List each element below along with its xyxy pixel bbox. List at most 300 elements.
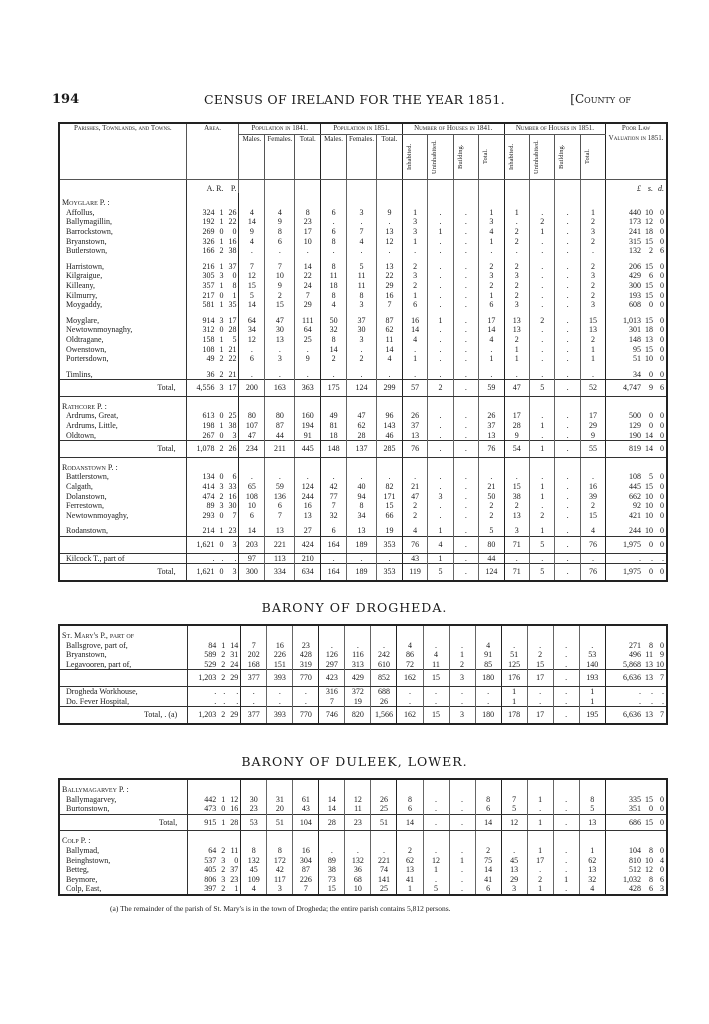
population-1841-cell: 30 xyxy=(265,325,295,335)
houses-1851-cell: 13 xyxy=(579,814,605,831)
population-1851-cell: 26 xyxy=(371,697,397,707)
area-cell: 914 3 17 xyxy=(186,316,239,326)
population-1851-cell: 46 xyxy=(377,431,403,441)
place-name: Rodanstown, xyxy=(66,526,108,536)
houses-1841-cell: . xyxy=(428,431,453,441)
valuation-cell: 496 11 9 xyxy=(605,650,667,660)
valuation-cell: 686 15 0 xyxy=(605,814,667,831)
houses-1841-cell: 5 xyxy=(423,884,449,895)
area-units: A. R. P. xyxy=(186,179,239,193)
houses-1841-cell: 1 xyxy=(479,354,505,364)
houses-1841-cell: . xyxy=(479,345,505,355)
houses-1841-cell: 1 xyxy=(423,865,449,875)
houses-1841-cell: . xyxy=(453,370,478,380)
valuation-cell: 300 15 0 xyxy=(606,281,667,291)
houses-1841-cell: 2 xyxy=(479,511,505,521)
houses-1851-cell: 76 xyxy=(580,537,605,554)
valuation-cell: 129 0 0 xyxy=(606,421,667,431)
population-1851-cell: 143 xyxy=(377,421,403,431)
population-1851-cell: . xyxy=(345,846,371,856)
population-1841-cell: . xyxy=(265,246,295,256)
table-row xyxy=(59,686,667,696)
houses-1841-cell: 4 xyxy=(428,537,453,554)
place-name: Affollus, xyxy=(66,207,95,217)
population-1851-cell: 124 xyxy=(347,380,377,397)
valuation-cell: 241 18 0 xyxy=(606,227,667,237)
population-1841-cell: . xyxy=(241,697,267,707)
houses-1841-cell: 14 xyxy=(479,325,505,335)
table-row xyxy=(59,650,667,660)
table-row xyxy=(59,345,667,355)
place-name: St. Mary's P., part of xyxy=(62,631,135,640)
houses-1841-cell: 1 xyxy=(402,291,428,301)
houses-1841-cell: 2 xyxy=(479,501,505,511)
population-1841-cell: 770 xyxy=(293,707,319,724)
houses-1841-cell: 15 xyxy=(423,707,449,724)
place-name: Portersdown, xyxy=(66,354,109,364)
houses-1851-cell: . xyxy=(530,431,555,441)
houses-1841-cell: . xyxy=(453,325,478,335)
population-1841-cell: 202 xyxy=(241,650,267,660)
houses-1851-cell: . xyxy=(530,345,555,355)
footnote: (a) The remainder of the parish of St. Mary's is in the town of Drogheda; the entire parish contains 5,812 persons. xyxy=(110,904,451,913)
place-name: Ferrestown, xyxy=(66,501,104,511)
population-1851-cell: . xyxy=(377,370,403,380)
houses-1841-cell: . xyxy=(479,246,505,256)
table-row xyxy=(59,335,667,345)
population-1841-cell: . xyxy=(239,246,265,256)
houses-1841-cell: . xyxy=(402,472,428,482)
houses-1851-cell: . xyxy=(553,686,579,696)
census-table-drogheda xyxy=(58,624,668,725)
houses-1851-cell: 2 xyxy=(504,237,529,247)
population-1841-cell: . xyxy=(265,345,295,355)
population-1841-cell: 53 xyxy=(241,814,267,831)
area-cell: . . . xyxy=(186,553,239,564)
houses-1841-cell: 5 xyxy=(428,564,453,581)
table-row xyxy=(59,795,667,805)
houses-1841-cell: 1 xyxy=(402,208,428,218)
table-row xyxy=(59,208,667,218)
population-1841-cell: 136 xyxy=(265,492,295,502)
population-1851-cell: 94 xyxy=(347,492,377,502)
houses-1851-cell: . xyxy=(555,370,580,380)
population-1841-cell: 7 xyxy=(241,641,267,651)
population-1851-cell: 40 xyxy=(347,482,377,492)
houses-1841-cell: 2 xyxy=(479,262,505,272)
houses-1841-cell: 3 xyxy=(449,707,475,724)
houses-1841-cell: . xyxy=(453,291,478,301)
houses-1841-cell: . xyxy=(449,795,475,805)
population-1841-cell: 12 xyxy=(239,271,265,281)
population-1851-cell: . xyxy=(319,641,345,651)
place-name: Beymore, xyxy=(66,874,98,884)
area-cell: 84 1 14 xyxy=(188,641,241,651)
valuation-units: £ s. d. xyxy=(606,179,667,193)
population-1841-cell: 22 xyxy=(295,271,321,281)
population-1841-cell: 132 xyxy=(241,856,267,866)
valuation-cell: 301 18 0 xyxy=(606,325,667,335)
valuation-cell: 608 0 0 xyxy=(606,300,667,310)
population-1851-cell: 353 xyxy=(377,537,403,554)
houses-1851-cell: . xyxy=(555,300,580,310)
houses-1841-cell: 162 xyxy=(397,707,423,724)
place-name: Total, xyxy=(59,441,186,458)
header-uninhabited: Uninhabited. xyxy=(431,139,439,174)
population-1851-cell: 15 xyxy=(377,501,403,511)
population-1851-cell: 47 xyxy=(347,411,377,421)
population-1841-cell: 16 xyxy=(295,501,321,511)
header-pop1841: Population in 1841. xyxy=(239,123,321,134)
houses-1851-cell: 15 xyxy=(504,482,529,492)
houses-1841-cell: . xyxy=(428,511,453,521)
area-cell: 581 1 35 xyxy=(186,300,239,310)
header-males: Males. xyxy=(239,134,265,179)
population-1851-cell: 8 xyxy=(321,237,347,247)
place-name: Newtownmoyaghy, xyxy=(66,510,129,520)
houses-1851-cell: 71 xyxy=(504,564,529,581)
population-1851-cell: 14 xyxy=(377,345,403,355)
houses-1841-cell: 43 xyxy=(402,553,428,564)
table-row xyxy=(59,526,667,536)
area-cell: 1,621 0 3 xyxy=(186,564,239,581)
population-1841-cell: 80 xyxy=(239,411,265,421)
houses-1841-cell: 14 xyxy=(397,814,423,831)
houses-1851-cell: 15 xyxy=(527,660,553,670)
population-1841-cell: 13 xyxy=(265,335,295,345)
population-1851-cell: 7 xyxy=(321,501,347,511)
population-1851-cell: 25 xyxy=(371,804,397,814)
houses-1851-cell: 15 xyxy=(580,316,605,326)
houses-1851-cell: 5 xyxy=(501,804,527,814)
valuation-cell: 819 14 0 xyxy=(606,441,667,458)
houses-1851-cell: . xyxy=(555,208,580,218)
houses-1851-cell: 2 xyxy=(580,237,605,247)
population-1851-cell: . xyxy=(321,217,347,227)
houses-1851-cell: . xyxy=(530,411,555,421)
table-row xyxy=(59,291,667,301)
houses-1841-cell: 1 xyxy=(428,316,453,326)
population-1851-cell: 353 xyxy=(377,564,403,581)
population-1851-cell: 11 xyxy=(377,335,403,345)
houses-1841-cell: . xyxy=(449,641,475,651)
houses-1841-cell: . xyxy=(423,814,449,831)
population-1851-cell: 51 xyxy=(371,814,397,831)
houses-1851-cell: 53 xyxy=(579,650,605,660)
population-1851-cell: 189 xyxy=(347,564,377,581)
houses-1851-cell: 3 xyxy=(501,884,527,895)
place-name: Betteg, xyxy=(66,865,89,875)
population-1841-cell: . xyxy=(239,370,265,380)
houses-1851-cell: 1 xyxy=(504,345,529,355)
population-1841-cell: 304 xyxy=(293,856,319,866)
houses-1851-cell: 5 xyxy=(530,380,555,397)
houses-1851-cell: . xyxy=(527,686,553,696)
area-cell: 64 2 11 xyxy=(188,846,241,856)
area-cell: 537 3 0 xyxy=(188,856,241,866)
houses-1851-cell: 17 xyxy=(504,411,529,421)
population-1851-cell: 189 xyxy=(347,537,377,554)
population-1841-cell: 13 xyxy=(295,511,321,521)
houses-1851-cell: 2 xyxy=(580,262,605,272)
houses-1851-cell: . xyxy=(530,501,555,511)
houses-1851-cell: 1 xyxy=(530,526,555,536)
place-name: Oldtragane, xyxy=(66,334,104,344)
houses-1841-cell: . xyxy=(449,814,475,831)
houses-1851-cell: 1 xyxy=(504,354,529,364)
houses-1841-cell: 37 xyxy=(402,421,428,431)
houses-1841-cell: 1 xyxy=(428,526,453,536)
running-head-county: [County of xyxy=(570,92,631,106)
population-1851-cell: 313 xyxy=(345,660,371,670)
area-cell: 293 0 7 xyxy=(186,511,239,521)
place-name: Kilmurry, xyxy=(66,290,98,300)
table-row xyxy=(59,281,667,291)
valuation-cell: 173 12 0 xyxy=(606,217,667,227)
houses-1851-cell: . xyxy=(501,641,527,651)
population-1841-cell: . xyxy=(265,472,295,482)
houses-1851-cell: . xyxy=(555,271,580,281)
houses-1851-cell: . xyxy=(527,804,553,814)
population-1851-cell: 242 xyxy=(371,650,397,660)
population-1841-cell: 45 xyxy=(241,865,267,875)
area-cell: 217 0 1 xyxy=(186,291,239,301)
houses-1841-cell: 86 xyxy=(397,650,423,660)
houses-1851-cell: 1 xyxy=(580,345,605,355)
valuation-cell: 104 8 0 xyxy=(605,846,667,856)
houses-1841-cell: 13 xyxy=(397,865,423,875)
valuation-cell: 1,975 0 0 xyxy=(606,537,667,554)
population-1851-cell: 746 xyxy=(319,707,345,724)
place-name: Battlerstown, xyxy=(66,472,109,482)
houses-1841-cell: 4 xyxy=(402,335,428,345)
houses-1841-cell: . xyxy=(453,281,478,291)
houses-1851-cell: . xyxy=(504,553,529,564)
area-cell: 89 3 30 xyxy=(186,501,239,511)
place-name xyxy=(59,537,186,554)
houses-1851-cell: . xyxy=(555,325,580,335)
population-1851-cell: 62 xyxy=(347,421,377,431)
houses-1841-cell: 3 xyxy=(402,227,428,237)
houses-1841-cell: 21 xyxy=(402,482,428,492)
houses-1841-cell: . xyxy=(428,281,453,291)
houses-1851-cell: . xyxy=(530,291,555,301)
population-1841-cell: . xyxy=(241,686,267,696)
houses-1851-cell: 15 xyxy=(580,511,605,521)
population-1841-cell: 234 xyxy=(239,441,265,458)
population-1851-cell: 148 xyxy=(321,441,347,458)
population-1841-cell: 31 xyxy=(267,795,293,805)
area-cell: 442 1 12 xyxy=(188,795,241,805)
population-1841-cell: 319 xyxy=(293,660,319,670)
houses-1841-cell: 13 xyxy=(402,431,428,441)
place-name: Rodanstown P. : xyxy=(62,462,118,472)
population-1841-cell: . xyxy=(267,697,293,707)
population-1851-cell: 32 xyxy=(321,511,347,521)
houses-1851-cell: . xyxy=(555,537,580,554)
houses-1841-cell: . xyxy=(428,501,453,511)
place-name: Total, xyxy=(59,380,186,397)
houses-1841-cell: . xyxy=(453,300,478,310)
valuation-cell: 512 12 0 xyxy=(605,865,667,875)
place-name: Drogheda Workhouse, xyxy=(66,686,138,696)
area-cell: 915 1 28 xyxy=(188,814,241,831)
area-cell: . . . xyxy=(188,697,241,707)
houses-1851-cell: . xyxy=(555,380,580,397)
place-name: Burtonstown, xyxy=(66,804,110,814)
houses-1841-cell: 37 xyxy=(479,421,505,431)
header-inhabited: Inhabited. xyxy=(507,143,515,170)
houses-1851-cell: . xyxy=(553,814,579,831)
valuation-cell: 445 15 0 xyxy=(606,482,667,492)
population-1841-cell: 23 xyxy=(293,641,319,651)
houses-1841-cell: 21 xyxy=(479,482,505,492)
area-cell: 529 2 24 xyxy=(188,660,241,670)
place-name: Bryanstown, xyxy=(66,236,107,246)
population-1841-cell: 43 xyxy=(293,804,319,814)
population-1841-cell: . xyxy=(295,246,321,256)
area-cell: 312 0 28 xyxy=(186,325,239,335)
houses-1841-cell: . xyxy=(428,411,453,421)
valuation-cell: 51 10 0 xyxy=(606,354,667,364)
population-1851-cell: . xyxy=(377,217,403,227)
area-cell: 305 3 0 xyxy=(186,271,239,281)
population-1851-cell: 285 xyxy=(377,441,403,458)
houses-1851-cell: 1 xyxy=(579,697,605,707)
population-1851-cell: . xyxy=(319,846,345,856)
population-1851-cell: 73 xyxy=(319,875,345,885)
houses-1851-cell: . xyxy=(555,411,580,421)
houses-1851-cell: 2 xyxy=(580,501,605,511)
area-cell: 474 2 16 xyxy=(186,492,239,502)
subtotal-row xyxy=(59,670,667,687)
place-name: Dolanstown, xyxy=(66,491,107,501)
houses-1851-cell: 140 xyxy=(579,660,605,670)
houses-1851-cell: . xyxy=(555,441,580,458)
population-1841-cell: 172 xyxy=(267,856,293,866)
header-houses-total: Total. xyxy=(583,149,591,165)
population-1851-cell: 12 xyxy=(377,237,403,247)
houses-1851-cell: 3 xyxy=(580,227,605,237)
houses-1841-cell: . xyxy=(453,537,478,554)
place-name: Newtownmoynaghy, xyxy=(66,325,133,335)
population-1851-cell: 6 xyxy=(321,227,347,237)
houses-1841-cell: 6 xyxy=(479,300,505,310)
population-1841-cell: 2 xyxy=(265,291,295,301)
houses-1841-cell: 57 xyxy=(402,380,428,397)
section-row xyxy=(59,193,667,208)
houses-1851-cell: . xyxy=(530,271,555,281)
header-total: Total. xyxy=(377,134,403,179)
population-1841-cell: 770 xyxy=(293,670,319,687)
houses-1841-cell: 3 xyxy=(479,217,505,227)
houses-1841-cell: . xyxy=(428,482,453,492)
houses-1851-cell: 1 xyxy=(501,686,527,696)
houses-1841-cell: 2 xyxy=(402,262,428,272)
population-1841-cell: 7 xyxy=(295,291,321,301)
table-row xyxy=(59,846,667,856)
houses-1851-cell: 12 xyxy=(501,814,527,831)
population-1851-cell: . xyxy=(321,246,347,256)
houses-1851-cell: 1 xyxy=(530,482,555,492)
houses-1851-cell: 1 xyxy=(527,795,553,805)
houses-1851-cell: . xyxy=(530,325,555,335)
houses-1851-cell: . xyxy=(555,246,580,256)
houses-1841-cell: 2 xyxy=(402,501,428,511)
houses-1841-cell: . xyxy=(453,335,478,345)
houses-1841-cell: 6 xyxy=(475,884,501,895)
population-1851-cell: . xyxy=(347,472,377,482)
section-row xyxy=(59,779,667,795)
valuation-cell: 500 0 0 xyxy=(606,411,667,421)
population-1841-cell: 9 xyxy=(239,227,265,237)
population-1851-cell: . xyxy=(321,370,347,380)
houses-1851-cell: 2 xyxy=(580,217,605,227)
houses-1841-cell: 4 xyxy=(397,641,423,651)
table-row xyxy=(59,431,667,441)
place-name: Harristown, xyxy=(66,261,104,271)
houses-1841-cell: 50 xyxy=(479,492,505,502)
houses-1841-cell: 180 xyxy=(475,670,501,687)
valuation-cell: 335 15 0 xyxy=(605,795,667,805)
total-row xyxy=(59,707,667,724)
header-parishes: Parishes, Townlands, and Towns. xyxy=(59,123,186,179)
houses-1841-cell: 59 xyxy=(479,380,505,397)
houses-1851-cell: . xyxy=(579,641,605,651)
population-1841-cell: 30 xyxy=(241,795,267,805)
houses-1851-cell: . xyxy=(580,553,605,564)
place-name: Moyglare, xyxy=(66,315,100,325)
houses-1841-cell: . xyxy=(428,300,453,310)
houses-1841-cell: . xyxy=(428,335,453,345)
place-name: Moyglare P. : xyxy=(62,198,110,208)
population-1841-cell: 117 xyxy=(267,875,293,885)
houses-1841-cell: . xyxy=(428,421,453,431)
houses-1851-cell: 1 xyxy=(530,421,555,431)
area-cell: 166 2 38 xyxy=(186,246,239,256)
place-name: Kilgraigue, xyxy=(66,271,103,281)
houses-1841-cell: . xyxy=(423,697,449,707)
population-1841-cell: 15 xyxy=(239,281,265,291)
population-1851-cell: . xyxy=(377,472,403,482)
houses-1851-cell: . xyxy=(555,431,580,441)
header-area: Area. xyxy=(186,123,239,179)
population-1851-cell: 34 xyxy=(347,511,377,521)
population-1841-cell: 44 xyxy=(265,431,295,441)
houses-1851-cell: 3 xyxy=(504,271,529,281)
population-1841-cell: 203 xyxy=(239,537,265,554)
houses-1851-cell: 55 xyxy=(580,441,605,458)
houses-1841-cell: 1 xyxy=(402,237,428,247)
table-row xyxy=(59,300,667,310)
population-1841-cell: 7 xyxy=(293,884,319,895)
houses-1841-cell: . xyxy=(449,846,475,856)
houses-1851-cell: . xyxy=(530,370,555,380)
houses-1841-cell: 8 xyxy=(397,795,423,805)
valuation-cell: 810 10 4 xyxy=(605,856,667,866)
population-1851-cell: 4 xyxy=(377,354,403,364)
houses-1851-cell: . xyxy=(527,641,553,651)
houses-1841-cell: . xyxy=(402,345,428,355)
population-1841-cell: 194 xyxy=(295,421,321,431)
houses-1841-cell: . xyxy=(428,237,453,247)
houses-1851-cell: 2 xyxy=(504,281,529,291)
valuation-cell: 34 0 0 xyxy=(606,370,667,380)
houses-1851-cell: 2 xyxy=(530,316,555,326)
table-row xyxy=(59,217,667,227)
population-1851-cell: . xyxy=(371,641,397,651)
table-row xyxy=(59,697,667,707)
